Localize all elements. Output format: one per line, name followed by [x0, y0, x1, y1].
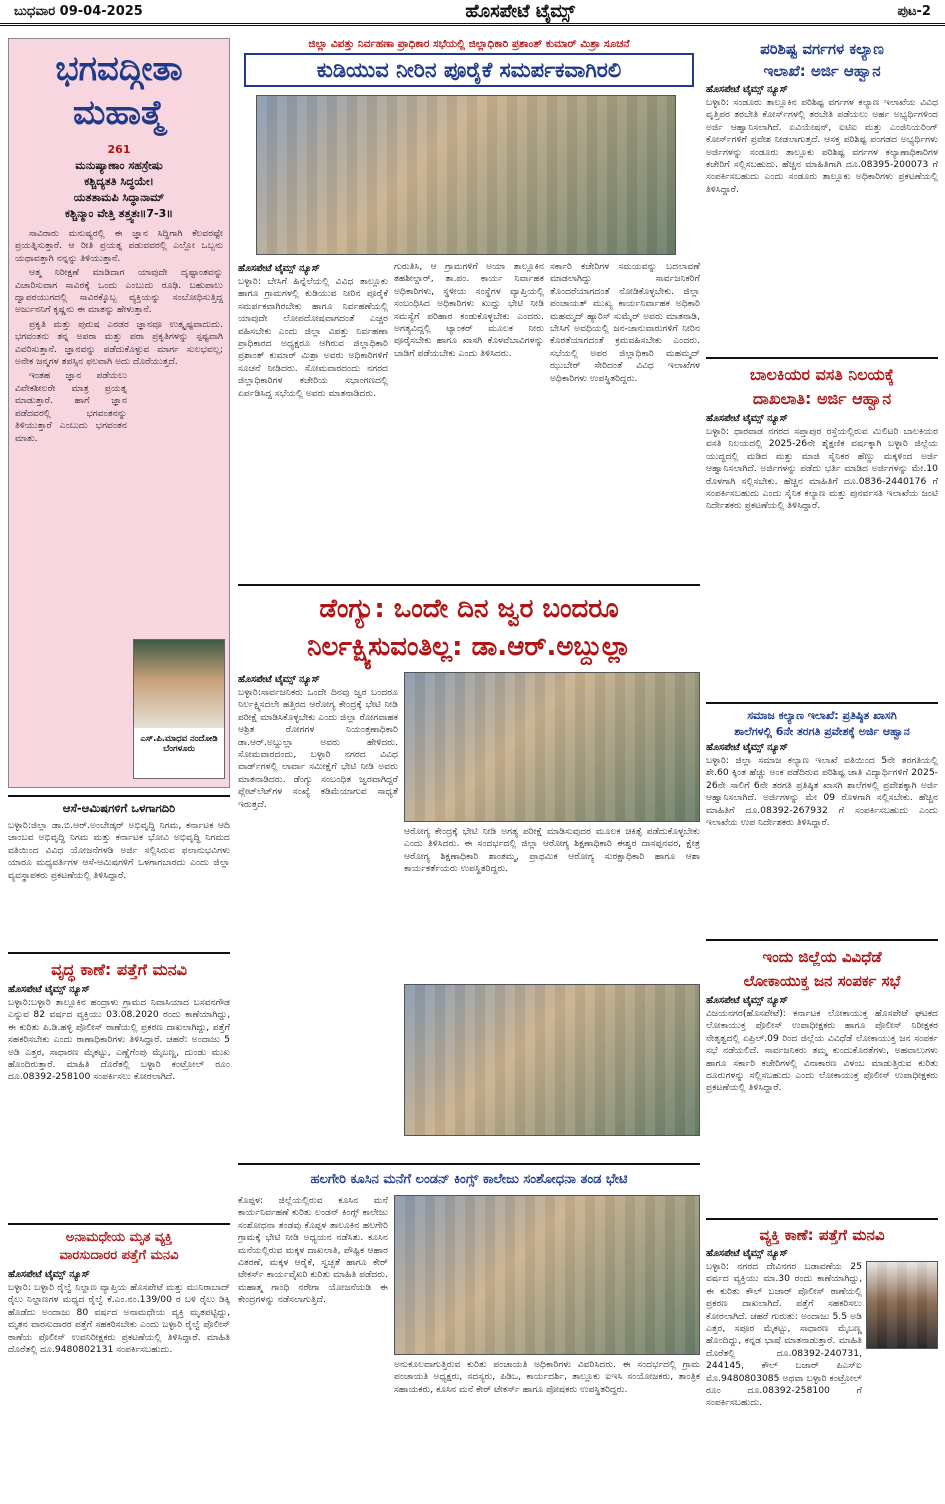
college-col1: ಕೊಪ್ಪಳ: ಜಿಲ್ಲೆಯಲ್ಲಿರುವ ಕೂಸಿನ ಮನೆ ಕಾರ್ಯನಿರ್ವಹಣೆ ಕುರಿತು ಲಂಡನ್ ಕಿಂಗ್ಸ್ ಕಾಲೇಜು ಸಂಶೋಧನಾ ತಂಡವು ಕೊಪ್ಪಳ ತಾಲೂಕಿನ ಹಲಗೇರಿ ಗ್ರಾಮಕ್ಕೆ ಭೇಟಿ ನೀಡಿ ಅಧ್ಯಯನ ನಡೆಸಿತು. ಕೂಸಿನ ಮನೆಯಲ್ಲಿರುವ ಮಕ್ಕಳ ದಾಖಲಾತಿ, ಪೌಷ್ಟಿಕ ಆಹಾರ ವಿತರಣೆ, ಮಕ್ಕಳ ಆರೈಕೆ, ಸ್ವಚ್ಛತೆ ಹಾಗೂ ಕೇರ್ ಟೇಕರ್ಸ್ ಕಾರ್ಯವೈಖರಿ ಕುರಿತು ಮಾಹಿತಿ ಪಡೆದರು. ಮಹಾತ್ಮ ಗಾಂಧಿ ನರೇಗಾ ಯೋಜನೆಯಡಿ ಈ ಕೇಂದ್ರಗಳನ್ನು ನಡೆಸಲಾಗುತ್ತಿದೆ. [238, 1195, 388, 1306]
missing1-byline: ಹೊಸಪೇಟೆ ಟೈಮ್ಸ್ ನ್ಯೂಸ್ [8, 984, 90, 995]
notice1-body: ಬಳ್ಳಾರಿ:ಜಿಲ್ಲಾ ಡಾ.ಬಿ.ಆರ್.ಅಂಬೇಡ್ಕರ್ ಅಭಿವೃದ್ಧಿ ನಿಗಮ, ಕರ್ನಾಟಕ ಆದಿ ಜಾಂಬವ ಅಭಿವೃದ್ಧಿ ನಿಗಮ ಮತ್ತು ಕರ್ನಾಟಕ ಭೋವಿ ಅಭಿವೃದ್ಧಿ ನಿಗಮದ ವತಿಯಿಂದ ವಿವಿಧ ಯೋಜನೆಗಳಡಿ ಅರ್ಜಿ ಸಲ್ಲಿಸಿರುವ ಫಲಾನುಭವಿಗಳು ಯಾರೂ ಮಧ್ಯವರ್ತಿಗಳ ಆಸೆ-ಆಮಿಷಗಳಿಗೆ ಒಳಗಾಗಬಾರದು ಎಂದು ಜಿಲ್ಲಾ ವ್ಯವಸ್ಥಾಪಕರು ಪ್ರಕಟಣೆಯಲ್ಲಿ ತಿಳಿಸಿದ್ದಾರೆ. [8, 820, 230, 881]
story1-col1: ಬಳ್ಳಾರಿ: ಬೇಸಿಗೆ ಹಿನ್ನೆಲೆಯಲ್ಲಿ ವಿವಿಧ ತಾಲ್ಲೂಕು ಹಾಗೂ ಗ್ರಾಮಗಳಲ್ಲಿ ಕುಡಿಯುವ ನೀರಿನ ಪೂರೈಕೆ ಸಮರ್ಪಕವಾಗಿರಬೇಕು ಹಾಗೂ ನಿರ್ವಹಣೆಯಲ್ಲಿ ಯಾವುದೇ ಲೋಪದೋಷವಾಗದಂತೆ ಎಚ್ಚರ ವಹಿಸಬೇಕು ಎಂದು ಜಿಲ್ಲಾ ವಿಪತ್ತು ನಿರ್ವಹಣಾ ಪ್ರಾಧಿಕಾರದ ಅಧ್ಯಕ್ಷರೂ ಆಗಿರುವ ಜಿಲ್ಲಾಧಿಕಾರಿ ಪ್ರಶಾಂತ್ ಕುಮಾರ್ ಮಿಶ್ರಾ ಅವರು ಅಧಿಕಾರಿಗಳಿಗೆ ಸೂಚನೆ ನೀಡಿದರು. ಸೋಮವಾರದಂದು ನಗರದ ಜಿಲ್ಲಾಧಿಕಾರಿಗಳ ಕಚೇರಿಯ ಸಭಾಂಗಣದಲ್ಲಿ ಏರ್ಪಡಿಸಿದ್ದ ಸಭೆಯಲ್ಲಿ ಅವರು ಮಾತನಾಡಿದರು. [238, 276, 388, 399]
issue-date: ಬುಧವಾರ 09-04-2025 [14, 4, 143, 19]
right-story4-byline: ಹೊಸಪೇಟೆ ಟೈಮ್ಸ್ ನ್ಯೂಸ್ [706, 995, 788, 1006]
right-story1-title-line1: ಪರಿಶಿಷ್ಟ ವರ್ಗಗಳ ಕಲ್ಯಾಣ [760, 40, 884, 58]
right-story5-byline: ಹೊಸಪೇಟೆ ಟೈಮ್ಸ್ ನ್ಯೂಸ್ [706, 1248, 788, 1259]
verse-line-4: ಕಶ್ಚಿನ್ಮಾಂ ವೇತ್ತಿ ತತ್ತ್ವತಃ॥7-3॥ [65, 207, 173, 220]
verse-line-3: ಯತತಾಮಪಿ ಸಿದ್ಧಾನಾಮ್ [73, 191, 165, 204]
divider [706, 702, 938, 704]
notice-column-left [8, 795, 230, 1500]
divider [8, 795, 230, 797]
right-story2-title-line2: ದಾಖಲಾತಿ: ಅರ್ಜಿ ಆಹ್ವಾನ [752, 389, 892, 408]
dengue-head-line2: ನಿರ್ಲಕ್ಷ್ಯಿಸುವಂತಿಲ್ಲ: ಡಾ.ಆರ್.ಅಬ್ದುಲ್ಲಾ [307, 632, 631, 662]
top-subhead: ಜಿಲ್ಲಾ ವಿಪತ್ತು ನಿರ್ವಹಣಾ ಪ್ರಾಧಿಕಾರ ಸಭೆಯಲ್ಲಿ ಜಿಲ್ಲಾಧಿಕಾರಿ ಪ್ರಶಾಂತ್ ಕುಮಾರ್ ಮಿಶ್ರಾ ಸೂಚನೆ [308, 38, 630, 50]
right-story3-title-line2: ಶಾಲೆಗಳಲ್ಲಿ 6ನೇ ತರಗತಿ ಪ್ರವೇಶಕ್ಕೆ ಅರ್ಜಿ ಆಹ್ವಾನ [734, 725, 910, 738]
gita-para-2: ಆತ್ಮ ನಿರೀಕ್ಷಣೆ ಮಾಡಿದಾಗ ಯಾವುದೇ ದೃಷ್ಟಾಂತವನ್ನು ವಿಚಾರಿಸುವಾಗ ಸಾವಿರಕ್ಕೆ ಒಂದು ಎಂಬುದು ರೂಢಿ. ಬಹುಪಾಲು ದ್ವಾಪರಯುಗದಲ್ಲಿ ಸಾವಿರಕ್ಕೊಬ್ಬ ವ್ಯಕ್ತಿಯನ್ನು ಸಂಬೋಧಿಸುತ್ತಿದ್ದ ಅರ್ಜುನನಿಗೆ ಕೃಷ್ಣನು ಈ ಮಾತನ್ನು ಹೇಳುತ್ತಾನೆ. [15, 267, 223, 316]
gita-title-line1: ಭಗವದ್ಗೀತಾ [55, 49, 183, 89]
verse-line-2: ಕಶ್ಚಿದ್ಯತತಿ ಸಿದ್ಧಯೇ। [84, 175, 154, 188]
right-story5-body: ಬಳ್ಳಾರಿ: ನಗರದ ದೇವಿನಗರ ಬಡಾವಣೆಯ 25 ವರ್ಷದ ವ್ಯಕ್ತಿಯು ಮಾ.30 ರಂದು ಕಾಣೆಯಾಗಿದ್ದು, ಈ ಕುರಿತು ಕೌಲ್ ಬಜಾರ್ ಪೊಲೀಸ್ ಠಾಣೆಯಲ್ಲಿ ಪ್ರಕರಣ ದಾಖಲಾಗಿದೆ. ಪತ್ತೆಗೆ ಸಹಕರಿಸಲು ಕೋರಲಾಗಿದೆ. ಚಹರೆ ಗುರುತು: ಅಂದಾಜು 5.5 ಅಡಿ ಎತ್ತರ, ಸಪೂರ ಮೈಕಟ್ಟು, ಸಾಧಾರಣ ಮೈಬಣ್ಣ ಹೊಂದಿದ್ದು, ಕನ್ನಡ ಭಾಷೆ ಮಾತನಾಡುತ್ತಾರೆ. ಮಾಹಿತಿ ದೊರೆತಲ್ಲಿ ದೂ.08392-240731, 244145, ಕೌಲ್ ಬಜಾರ್ ಪಿಎಸ್‌ಐ ಮೊ.9480803085 ಅಥವಾ ಬಳ್ಳಾರಿ ಕಂಟ್ರೋಲ್ ರೂಂ ದೂ.08392-258100 ಗೆ ಸಂಪರ್ಕಿಸಬಹುದು. [706, 1261, 862, 1409]
missing1-body: ಬಳ್ಳಾರಿ:ಬಳ್ಳಾರಿ ತಾಲ್ಲೂಕಿನ ಹಂದ್ರಾಳು ಗ್ರಾಮದ ನಿವಾಸಿಯಾದ ಬಸವನಗೌಡ ಎನ್ನುವ 82 ವರ್ಷದ ವ್ಯಕ್ತಿಯು 03.08.2020 ರಂದು ಕಾಣೆಯಾಗಿದ್ದು, ಈ ಕುರಿತು ಪಿ.ಡಿ.ಹಳ್ಳಿ ಪೊಲೀಸ್ ಠಾಣೆಯಲ್ಲಿ ಪ್ರಕರಣ ದಾಖಲಾಗಿದ್ದು, ಪತ್ತೆಗೆ ಸಹಕರಿಸಬೇಕು ಎಂದು ಠಾಣಾಧಿಕಾರಿಗಳು ತಿಳಿಸಿದ್ದಾರೆ. ಚಹರೆ: ಅಂದಾಜು 5 ಅಡಿ ಎತ್ತರ, ಸಾಧಾರಣ ಮೈಕಟ್ಟು, ಎಣ್ಣೆಗೆಂಪು ಮೈಬಣ್ಣ, ದುಂಡು ಮುಖ ಹೊಂದಿರುತ್ತಾರೆ. ಮಾಹಿತಿ ದೊರೆತಲ್ಲಿ ಬಳ್ಳಾರಿ ಕಂಟ್ರೋಲ್ ರೂಂ ದೂ.08392-258100 ಸಂಪರ್ಕಿಸಲು ಕೋರಲಾಗಿದೆ. [8, 997, 230, 1083]
right-column [706, 34, 938, 1500]
gita-para-4: ಇಂತಹ ಜ್ಞಾನ ಪಡೆಯಲು ವಿವೇಕಶೀಲರೇ ಮಾತ್ರ ಪ್ರಯತ್ನ ಮಾಡುತ್ತಾರೆ. ಹಾಗೆ ಜ್ಞಾನ ಪಡೆದವರಲ್ಲಿ ಭಗವಂತನನ್ನು ತಿಳಿಯುತ್ತಾರೆ ಎಂಬುದು ಭಗವಂತನ ಮಾತು. [15, 370, 127, 444]
center-column [238, 34, 700, 1500]
right-story1-title [706, 38, 938, 82]
masthead [0, 0, 945, 26]
divider [8, 952, 230, 954]
meeting-photo [256, 95, 676, 255]
dengue-col1: ಬಳ್ಳಾರಿ:ಸಾರ್ವಜನಿಕರು ಒಂದೇ ದಿನವು ಜ್ವರ ಬಂದರೂ ನಿರ್ಲಕ್ಷ್ಯಿಸದಲೇ ಹತ್ತಿರದ ಆರೋಗ್ಯ ಕೇಂದ್ರಕ್ಕೆ ಭೇಟಿ ನೀಡಿ ಪರೀಕ್ಷೆ ಮಾಡಿಸಿಕೊಳ್ಳಬೇಕು ಎಂದು ಜಿಲ್ಲಾ ರೋಗವಾಹಕ ಆಶ್ರಿತ ರೋಗಗಳ ನಿಯಂತ್ರಣಾಧಿಕಾರಿ ಡಾ.ಆರ್.ಅಬ್ದುಲ್ಲಾ ಅವರು ಹೇಳಿದರು. ಸೋಮವಾರದಂದು, ಬಳ್ಳಾರಿ ನಗರದ ವಿವಿಧ ವಾರ್ಡ್‌ಗಳಲ್ಲಿ ಲಾರ್ವಾ ಸಮೀಕ್ಷೆಗೆ ಭೇಟಿ ನೀಡಿ ಅವರು ಮಾತನಾಡಿದರು. ಡೆಂಗ್ಯು ಸಂಬಂಧಿತ ಜ್ವರವಾಗಿದ್ದರೆ ಪ್ಲೇಟ್‌ಲೆಟ್‌ಗಳ ಸಂಖ್ಯೆ ಕಡಿಮೆಯಾಗುವ ಸಾಧ್ಯತೆ ಇರುತ್ತದೆ. [238, 687, 398, 810]
right-story3-byline: ಹೊಸಪೇಟೆ ಟೈಮ್ಸ್ ನ್ಯೂಸ್ [706, 742, 788, 753]
divider [238, 584, 700, 586]
missing2-title-line1: ಅನಾಮಧೇಯ ಮೃತ ವ್ಯಕ್ತಿ [65, 1230, 173, 1245]
divider [8, 1223, 230, 1225]
verse-line-1: ಮನುಷ್ಯಾಣಾಂ ಸಹಸ್ರೇಷು [75, 159, 163, 172]
gita-title-line2: ಮಹಾತ್ಮೆ [73, 93, 165, 133]
author-place: ಬೆಂಗಳೂರು [163, 744, 195, 754]
right-story1-body: ಬಳ್ಳಾರಿ: ಸಂಡೂರು ತಾಲ್ಲೂಕಿನ ಪರಿಶಿಷ್ಟ ವರ್ಗಗಳ ಕಲ್ಯಾಣ ಇಲಾಖೆಯ ವಿವಿಧ ವೃತ್ತಿಪರ ತರಬೇತಿ ಕೋರ್ಸ್‌ಗಳಲ್ಲಿ ತರಬೇತಿ ಪಡೆಯಲು ಅರ್ಹ ಅಭ್ಯರ್ಥಿಗಳಿಂದ ಅರ್ಜಿ ಆಹ್ವಾನಿಸಲಾಗಿದೆ. ಏವಿಯೇಷನ್, ಐಟಿಐ ಮತ್ತು ಎಂಜಿನಿಯರಿಂಗ್ ಕೋರ್ಸ್‌ಗಳಿಗೆ ಪ್ರವೇಶ ನೀಡಲಾಗುತ್ತದೆ. ಆಸಕ್ತ ಪರಿಶಿಷ್ಟ ಪಂಗಡದ ಅಭ್ಯರ್ಥಿಗಳು ಅರ್ಜಿಗಳನ್ನು ಸಂಡೂರು ತಾಲ್ಲೂಕು ಪರಿಶಿಷ್ಟ ವರ್ಗಗಳ ಕಲ್ಯಾಣಾಧಿಕಾರಿಗಳ ಕಚೇರಿಗೆ ಸಲ್ಲಿಸಬಹುದು. ಹೆಚ್ಚಿನ ಮಾಹಿತಿಗಾಗಿ ದೂ.08395-200073 ಗೆ ಸಂಪರ್ಕಿಸಬಹುದು ಎಂದು ಸಂಡೂರು ತಾಲ್ಲೂಕು ಅಧಿಕಾರಿಗಳು ಪ್ರಕಟಣೆಯಲ್ಲಿ ತಿಳಿಸಿದ್ದಾರೆ. [706, 97, 938, 195]
newspaper-title: ಹೊಸಪೇಟೆ ಟೈಮ್ಸ್ [465, 1, 575, 22]
dengue-story [238, 672, 700, 1157]
college-headline: ಹಲಗೇರಿ ಕೂಸಿನ ಮನೆಗೆ ಲಂಡನ್ ಕಿಂಗ್ಸ್ ಕಾಲೇಜು ಸಂಶೋಧನಾ ತಂಡ ಭೇಟಿ [310, 1172, 628, 1187]
story1 [238, 261, 700, 580]
college-photo [394, 1195, 700, 1355]
right-story1-byline: ಹೊಸಪೇಟೆ ಟೈಮ್ಸ್ ನ್ಯೂಸ್ [706, 84, 788, 95]
right-story3-title [706, 708, 938, 740]
right-story4-title [706, 945, 938, 993]
missing2-title [8, 1229, 230, 1265]
right-story1-title-line2: ಇಲಾಖೆ: ಅರ್ಜಿ ಆಹ್ವಾನ [763, 62, 881, 80]
right-story2-title-line1: ಬಾಲಕಿಯರ ವಸತಿ ನಿಲಯಕ್ಕೆ [749, 365, 895, 384]
missing-person-photo [866, 1261, 938, 1349]
missing2-body: ಬಳ್ಳಾರಿ: ಬಳ್ಳಾರಿ ರೈಲ್ವೆ ನಿಲ್ದಾಣ ವ್ಯಾಪ್ತಿಯ ಹೊಸಪೇಟೆ ಮತ್ತು ಮುನಿರಾಬಾದ್ ರೈಲು ನಿಲ್ದಾಣಗಳ ಮಧ್ಯದ ರೈಲ್ವೆ ಕೆ.ಎಂ.ನಂ.139/00 ರ ಬಳಿ ರೈಲು ಡಿಕ್ಕಿ ಹೊಡೆದು ಅಂದಾಜು 80 ವರ್ಷದ ಅನಾಮಧೇಯ ವ್ಯಕ್ತಿ ಮೃತಪಟ್ಟಿದ್ದು, ಮೃತನ ವಾರಸುದಾರರ ಪತ್ತೆಗೆ ಸಹಕರಿಸಬೇಕು ಎಂದು ಬಳ್ಳಾರಿ ರೈಲ್ವೆ ಪೊಲೀಸ್ ಠಾಣೆಯ ಪೊಲೀಸ್ ಉಪನಿರೀಕ್ಷಕರು ಪ್ರಕಟಣೆಯಲ್ಲಿ ತಿಳಿಸಿದ್ದಾರೆ. ಮಾಹಿತಿ ದೊರೆತಲ್ಲಿ ದೂ.9480802131 ಸಂಪರ್ಕಿಸಬಹುದು. [8, 1282, 230, 1356]
dengue-photo-1 [404, 672, 700, 822]
gita-para-1: ಸಾವಿರಾರು ಮನುಷ್ಯರಲ್ಲಿ ಈ ಜ್ಞಾನ ಸಿದ್ಧಿಗಾಗಿ ಕೆಲವರಷ್ಟೇ ಪ್ರಯತ್ನಿಸುತ್ತಾರೆ. ಆ ರೀತಿ ಪ್ರಯತ್ನ ಪಡುವವರಲ್ಲಿ ಎಲ್ಲೋ ಒಬ್ಬನು ಯಥಾವತ್ತಾಗಿ ನನ್ನನ್ನು ತಿಳಿಯುತ್ತಾನೆ. [15, 228, 223, 264]
missing1-title: ವೃದ್ಧ ಕಾಣೆ: ಪತ್ತೆಗೆ ಮನವಿ [51, 960, 187, 979]
college-col2: ಅನುಕೂಲವಾಗುತ್ತಿರುವ ಕುರಿತು ಪಂಚಾಯತಿ ಅಧಿಕಾರಿಗಳು ವಿವರಿಸಿದರು. ಈ ಸಂದರ್ಭದಲ್ಲಿ ಗ್ರಾಮ ಪಂಚಾಯತಿ ಅಧ್ಯಕ್ಷರು, ಸದಸ್ಯರು, ಪಿಡಿಒ, ಕಾರ್ಯದರ್ಶಿ, ತಾಲ್ಲೂಕು ಐಇಸಿ ಸಂಯೋಜಕರು, ತಾಂತ್ರಿಕ ಸಹಾಯಕರು, ಕೂಸಿನ ಮನೆ ಕೇರ್ ಟೇಕರ್ಸ್ ಹಾಗೂ ಪೋಷಕರು ಉಪಸ್ಥಿತರಿದ್ದರು. [394, 1359, 700, 1395]
gita-verse [13, 158, 225, 222]
dengue-photo-2 [404, 984, 700, 1136]
right-story2-body: ಬಳ್ಳಾರಿ: ಧಾರವಾಡ ನಗರದ ಸಪ್ತಾಪುರ ರಸ್ತೆಯಲ್ಲಿರುವ ಮಿಲಿಟರಿ ಬಾಲಕಿಯರ ವಸತಿ ನಿಲಯದಲ್ಲಿ 2025-26ನೇ ಶೈಕ್ಷಣಿಕ ವರ್ಷಕ್ಕಾಗಿ ಬಳ್ಳಾರಿ ಜಿಲ್ಲೆಯ ಯುದ್ಧದಲ್ಲಿ ಮಡಿದ ಮತ್ತು ಮಾಜಿ ಸೈನಿಕರ ಹೆಣ್ಣು ಮಕ್ಕಳಿಂದ ಅರ್ಜಿ ಆಹ್ವಾನಿಸಲಾಗಿದೆ. ಅರ್ಜಿಗಳನ್ನು ಪಡೆದು ಭರ್ತಿ ಮಾಡಿದ ಅರ್ಜಿಗಳನ್ನು ಮೇ.10 ರೊಳಗಾಗಿ ಸಲ್ಲಿಸಬೇಕು. ಹೆಚ್ಚಿನ ಮಾಹಿತಿಗೆ ದೂ.0836-2440176 ಗೆ ಸಂಪರ್ಕಿಸಬಹುದು ಎಂದು ಸೈನಿಕ ಕಲ್ಯಾಣ ಮತ್ತು ಪುನರ್ವಸತಿ ಇಲಾಖೆಯ ಜಂಟಿ ನಿರ್ದೇಶಕರು ಪ್ರಕಟಣೆಯಲ್ಲಿ ತಿಳಿಸಿದ್ದಾರೆ. [706, 426, 938, 512]
top-headline: ಕುಡಿಯುವ ನೀರಿನ ಪೂರೈಕೆ ಸಮರ್ಪಕವಾಗಿರಲಿ [244, 53, 694, 87]
divider [706, 1218, 938, 1220]
right-story4-body: ವಿಜಯನಗರ(ಹೊಸಪೇಟೆ): ಕರ್ನಾಟಕ ಲೋಕಾಯುಕ್ತ ಹೊಸಪೇಟೆ ಘಟಕದ ಲೋಕಾಯುಕ್ತ ಪೊಲೀಸ್ ಉಪಾಧೀಕ್ಷಕರು ಹಾಗೂ ಪೊಲೀಸ್ ನಿರೀಕ್ಷಕರ ನೇತೃತ್ವದಲ್ಲಿ ಏಪ್ರಿಲ್.09 ರಿಂದ ಜಿಲ್ಲೆಯ ವಿವಿಧೆಡೆ ಲೋಕಾಯುಕ್ತ ಜನ ಸಂಪರ್ಕ ಸಭೆ ನಡೆಯಲಿದೆ. ಸಾರ್ವಜನಿಕರು ತಮ್ಮ ಕುಂದುಕೊರತೆಗಳು, ಅಹವಾಲುಗಳು ಹಾಗೂ ಸರ್ಕಾರಿ ಕಚೇರಿಗಳಲ್ಲಿ ವಿನಾಕಾರಣ ವಿಳಂಬ ಮಾಡುತ್ತಿರುವ ಕುರಿತು ದೂರುಗಳನ್ನು ಸಲ್ಲಿಸಬಹುದು ಎಂದು ಲೋಕಾಯುಕ್ತ ಪೊಲೀಸ್ ಉಪಾಧೀಕ್ಷಕರು ಪ್ರಕಟಣೆಯಲ್ಲಿ ತಿಳಿಸಿದ್ದಾರೆ. [706, 1008, 938, 1094]
author-photo [134, 640, 224, 728]
dengue-col2: ಆರೋಗ್ಯ ಕೇಂದ್ರಕ್ಕೆ ಭೇಟಿ ನೀಡಿ ಅಗತ್ಯ ಪರೀಕ್ಷೆ ಮಾಡಿಸುವುದರ ಮೂಲಕ ಚಿಕಿತ್ಸೆ ಪಡೆದುಕೊಳ್ಳಬೇಕು ಎಂದು ತಿಳಿಸಿದರು. ಈ ಸಂದರ್ಭದಲ್ಲಿ ಜಿಲ್ಲಾ ಆರೋಗ್ಯ ಶಿಕ್ಷಣಾಧಿಕಾರಿ ಈಶ್ವರ ದಾಸಪ್ಪನವರ, ಕ್ಷೇತ್ರ ಆರೋಗ್ಯ ಶಿಕ್ಷಣಾಧಿಕಾರಿ ಶಾಂತಮ್ಮ, ಪ್ರಾಥಮಿಕ ಆರೋಗ್ಯ ಸುರಕ್ಷಾಧಿಕಾರಿ ಹಾಗೂ ಆಶಾ ಕಾರ್ಯಕರ್ತೆಯರು ಉಪಸ್ಥಿತರಿದ್ದರು. [404, 826, 700, 875]
dengue-byline: ಹೊಸಪೇಟೆ ಟೈಮ್ಸ್ ನ್ಯೂಸ್ [238, 674, 320, 685]
right-story2-byline: ಹೊಸಪೇಟೆ ಟೈಮ್ಸ್ ನ್ಯೂಸ್ [706, 413, 788, 424]
author-card [133, 639, 225, 779]
story1-col2: ಗುರುತಿಸಿ, ಆ ಗ್ರಾಮಗಳಿಗೆ ಅಯಾ ತಾಲ್ಲೂಕಿನ ತಹಶೀಲ್ದಾರ್, ತಾ.ಪಂ. ಕಾರ್ಯ ನಿರ್ವಾಹಕ ಅಧಿಕಾರಿಗಳು, ಸ್ಥಳೀಯ ಸಂಸ್ಥೆಗಳ ವ್ಯಾಪ್ತಿಯಲ್ಲಿ ಸಂಬಂಧಿಸಿದ ಅಧಿಕಾರಿಗಳು ಖುದ್ದು ಭೇಟಿ ನೀಡಿ ಸಮಸ್ಯೆಗೆ ಪರಿಹಾರ ಕಂಡುಕೊಳ್ಳಬೇಕು ಎಂದರು. ಅಗತ್ಯವಿದ್ದಲ್ಲಿ ಟ್ಯಾಂಕರ್ ಮೂಲಕ ನೀರು ಪೂರೈಸಬೇಕು ಹಾಗೂ ಖಾಸಗಿ ಕೊಳವೆಬಾವಿಗಳನ್ನು ಬಾಡಿಗೆ ಪಡೆಯಬೇಕು ಎಂದು ತಿಳಿಸಿದರು. [394, 261, 544, 359]
notice1-title: ಆಸೆ-ಆಮಿಷಗಳಿಗೆ ಒಳಗಾಗದಿರಿ [62, 801, 176, 815]
college-story [238, 1195, 700, 1500]
gita-box [8, 38, 230, 788]
story1-byline: ಹೊಸಪೇಟೆ ಟೈಮ್ಸ್ ನ್ಯೂಸ್ [238, 263, 320, 274]
author-name: ಎಸ್.ಪಿ.ಮಾಧವ ನಂದೋಡಿ [140, 734, 218, 744]
divider [238, 1163, 700, 1165]
divider [706, 357, 938, 359]
gita-title [9, 47, 229, 135]
missing2-byline: ಹೊಸಪೇಟೆ ಟೈಮ್ಸ್ ನ್ಯೂಸ್ [8, 1269, 90, 1280]
right-story4-title-line1: ಇಂದು ಜಿಲ್ಲೆಯ ವಿವಿಧೆಡೆ [762, 948, 882, 966]
page-number: ಪುಟ-2 [897, 4, 931, 19]
right-story3-title-line1: ಸಮಾಜ ಕಲ್ಯಾಣ ಇಲಾಖೆ: ಪ್ರತಿಷ್ಠಿತ ಖಾಸಗಿ [747, 709, 897, 722]
dengue-headline [238, 590, 700, 666]
gita-number: 261 [107, 143, 131, 156]
right-story3-body: ಬಳ್ಳಾರಿ: ಜಿಲ್ಲಾ ಸಮಾಜ ಕಲ್ಯಾಣ ಇಲಾಖೆ ವತಿಯಿಂದ 5ನೇ ತರಗತಿಯಲ್ಲಿ ಶೇ.60 ಕ್ಕಿಂತ ಹೆಚ್ಚು ಅಂಕ ಪಡೆದಿರುವ ಪರಿಶಿಷ್ಟ ಜಾತಿ ವಿದ್ಯಾರ್ಥಿಗಳಿಗೆ 2025-26ನೇ ಸಾಲಿಗೆ 6ನೇ ತರಗತಿ ಪ್ರತಿಷ್ಠಿತ ಖಾಸಗಿ ಶಾಲೆಗಳಲ್ಲಿ ಪ್ರವೇಶಕ್ಕಾಗಿ ಅರ್ಜಿ ಆಹ್ವಾನಿಸಲಾಗಿದೆ. ಅರ್ಜಿಗಳನ್ನು ಮೇ 09 ರೊಳಗಾಗಿ ಸಲ್ಲಿಸಬೇಕು. ಹೆಚ್ಚಿನ ಮಾಹಿತಿಗೆ ದೂ.08392-267932 ಗೆ ಸಂಪರ್ಕಿಸಬಹುದು ಎಂದು ಇಲಾಖೆಯ ಉಪ ನಿರ್ದೇಶಕರು ತಿಳಿಸಿದ್ದಾರೆ. [706, 755, 938, 829]
story1-col3: ಸರ್ಕಾರಿ ಕಚೇರಿಗಳ ಸಮಯವನ್ನು ಬದಲಾವಣೆ ಮಾಡಲಾಗಿದ್ದು ಸಾರ್ವಜನಿಕರಿಗೆ ತೊಂದರೆಯಾಗದಂತೆ ನೋಡಿಕೊಳ್ಳಬೇಕು. ಜಿಲ್ಲಾ ಪಂಚಾಯತ್ ಮುಖ್ಯ ಕಾರ್ಯನಿರ್ವಾಹಕ ಅಧಿಕಾರಿ ಮಹಮ್ಮದ್ ಹ್ಯಾರಿಸ್ ಸುಮೈರ್ ಅವರು ಮಾತನಾಡಿ, ಬೇಸಿಗೆ ಅವಧಿಯಲ್ಲಿ ಜನ-ಜಾನುವಾರುಗಳಿಗೆ ನೀರಿನ ಕೊರತೆಯಾಗದಂತೆ ಕ್ರಮವಹಿಸಬೇಕು ಎಂದರು. ಸಭೆಯಲ್ಲಿ ಅಪರ ಜಿಲ್ಲಾಧಿಕಾರಿ ಮಹಮ್ಮದ್ ಝುಬೇರ್ ಸೇರಿದಂತೆ ವಿವಿಧ ಇಲಾಖೆಗಳ ಅಧಿಕಾರಿಗಳು ಉಪಸ್ಥಿತರಿದ್ದರು. [550, 261, 700, 384]
right-story5-title: ವ್ಯಕ್ತಿ ಕಾಣೆ: ಪತ್ತೆಗೆ ಮನವಿ [759, 1226, 885, 1244]
gita-para-3: ಪ್ರಕೃತಿ ಮತ್ತು ಪುರುಷ ಎರಡರ ಜ್ಞಾನವೂ ಉತ್ಕೃಷ್ಟವಾದುದು. ಭಗವಂತನು ತನ್ನ ಅಪರಾ ಮತ್ತು ಪರಾ ಪ್ರಕೃತಿಗಳನ್ನು ಸ್ಪಷ್ಟವಾಗಿ ವಿವರಿಸುತ್ತಾನೆ. ಜ್ಞಾನವನ್ನು ಪಡೆದುಕೊಳ್ಳುವ ಮಾರ್ಗ ಸುಲಭವಲ್ಲ; ಅನೇಕ ಜನ್ಮಗಳ ತಪಸ್ಸಿನ ಫಲವಾಗಿ ಅದು ದೊರೆಯುತ್ತದೆ. [15, 318, 223, 368]
dengue-head-line1: ಡೆಂಗ್ಯು: ಒಂದೇ ದಿನ ಜ್ವರ ಬಂದರೂ [319, 594, 619, 624]
divider [706, 939, 938, 941]
missing2-title-line2: ವಾರಸುದಾರರ ಪತ್ತೆಗೆ ಮನವಿ [59, 1248, 179, 1263]
right-story4-title-line2: ಲೋಕಾಯುಕ್ತ ಜನ ಸಂಪರ್ಕ ಸಭೆ [743, 972, 901, 990]
right-story2-title [706, 363, 938, 411]
